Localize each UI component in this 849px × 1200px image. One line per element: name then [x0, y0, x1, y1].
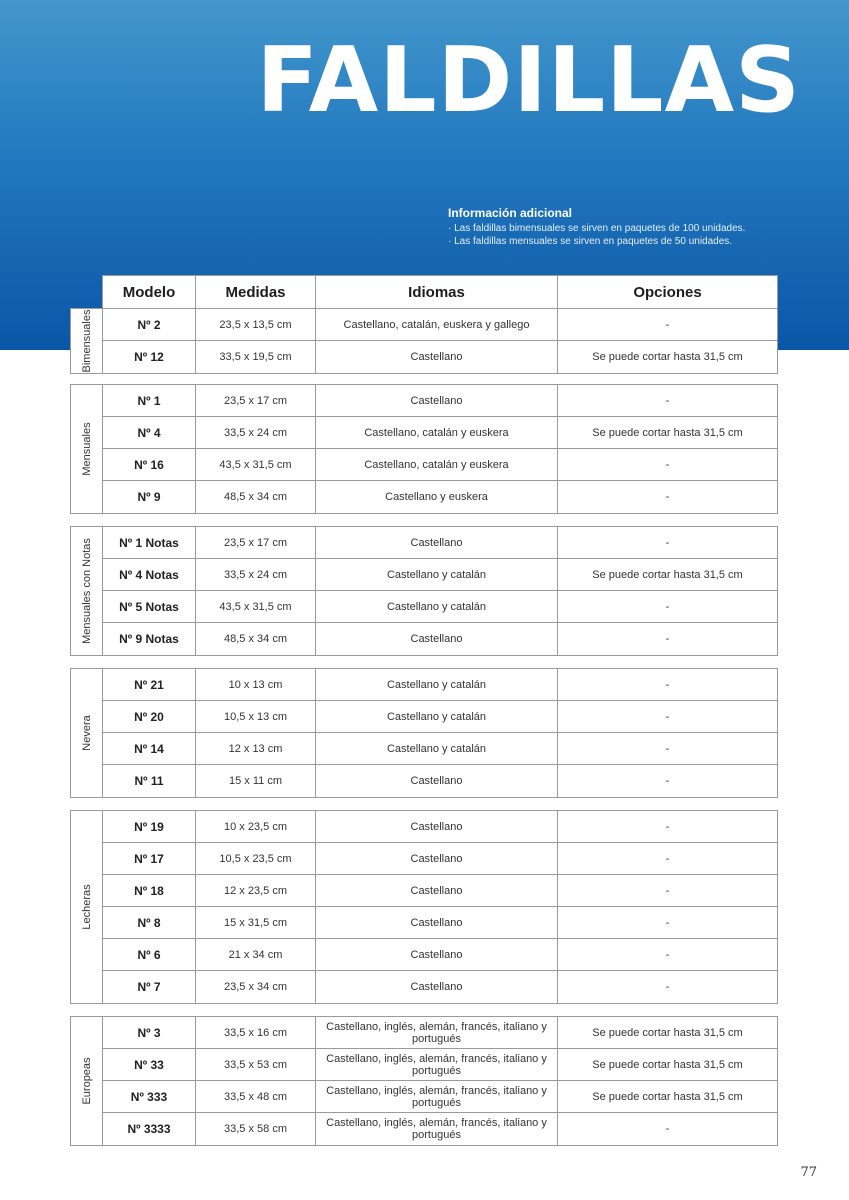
options-cell: - — [665, 981, 670, 993]
size-cell: 43,5 x 31,5 cm — [196, 591, 316, 622]
table-row — [103, 481, 777, 513]
table-group — [70, 526, 778, 656]
page-number: 77 — [800, 1165, 817, 1180]
model-cell: Nº 1 — [103, 385, 196, 416]
languages-cell: Castellano, inglés, alemán, francés, italiano y portugués — [316, 1049, 558, 1080]
table-row — [103, 907, 777, 939]
languages-cell: Castellano y catalán — [316, 669, 558, 700]
table-row — [103, 669, 777, 701]
table-row — [103, 385, 777, 417]
table-row — [103, 875, 777, 907]
additional-info-title: Información adicional — [448, 206, 573, 220]
languages-cell: Castellano — [316, 971, 558, 1003]
table-row — [103, 701, 777, 733]
options-cell: - — [665, 742, 670, 755]
table-row — [103, 559, 777, 591]
languages-cell: Castellano, inglés, alemán, francés, italiano y portugués — [316, 1081, 558, 1112]
group-rows — [103, 669, 777, 797]
languages-cell: Castellano — [316, 907, 558, 938]
size-cell: 23,5 x 17 cm — [196, 527, 316, 558]
size-cell: 23,5 x 17 cm — [196, 385, 316, 416]
table-row — [103, 591, 777, 623]
model-cell: Nº 2 — [103, 309, 196, 340]
options-cell: - — [665, 852, 670, 865]
column-header-modelo: Modelo — [103, 276, 196, 308]
options-cell: - — [665, 1123, 670, 1135]
languages-cell: Castellano y catalán — [316, 591, 558, 622]
languages-cell: Castellano y euskera — [316, 481, 558, 513]
model-cell: Nº 18 — [103, 875, 196, 906]
table-row — [103, 309, 777, 341]
group-label — [71, 527, 103, 655]
size-cell: 10 x 13 cm — [196, 669, 316, 700]
options-cell: - — [665, 916, 670, 929]
languages-cell: Castellano y catalán — [316, 733, 558, 764]
group-label — [71, 385, 103, 513]
languages-cell: Castellano — [316, 939, 558, 970]
options-cell: - — [665, 394, 670, 407]
group-label-text: Lecheras — [80, 884, 93, 930]
table-group — [70, 810, 778, 1004]
size-cell: 21 x 34 cm — [196, 939, 316, 970]
size-cell: 12 x 13 cm — [196, 733, 316, 764]
options-cell: - — [665, 820, 670, 833]
model-cell: Nº 20 — [103, 701, 196, 732]
size-cell: 33,5 x 24 cm — [196, 559, 316, 590]
model-cell: Nº 17 — [103, 843, 196, 874]
languages-cell: Castellano — [316, 527, 558, 558]
size-cell: 12 x 23,5 cm — [196, 875, 316, 906]
size-cell: 33,5 x 24 cm — [196, 417, 316, 448]
model-cell: Nº 3333 — [103, 1113, 196, 1145]
languages-cell: Castellano — [316, 623, 558, 655]
page-title: FALDILLAS — [256, 28, 801, 133]
size-cell: 33,5 x 19,5 cm — [196, 341, 316, 373]
model-cell: Nº 4 Notas — [103, 559, 196, 590]
model-cell: Nº 6 — [103, 939, 196, 970]
languages-cell: Castellano — [316, 385, 558, 416]
table-row — [103, 1049, 777, 1081]
model-cell: Nº 11 — [103, 765, 196, 797]
languages-cell: Castellano — [316, 843, 558, 874]
options-cell: - — [665, 710, 670, 723]
languages-cell: Castellano, inglés, alemán, francés, italiano y portugués — [316, 1113, 558, 1145]
group-label — [71, 811, 103, 1003]
table-row — [103, 1081, 777, 1113]
options-cell: Se puede cortar hasta 31,5 cm — [592, 351, 743, 363]
languages-cell: Castellano — [316, 341, 558, 373]
model-cell: Nº 14 — [103, 733, 196, 764]
options-cell: - — [665, 884, 670, 897]
size-cell: 33,5 x 48 cm — [196, 1081, 316, 1112]
model-cell: Nº 333 — [103, 1081, 196, 1112]
additional-info-line: · Las faldillas mensuales se sirven en paquetes de 50 unidades. — [448, 236, 733, 247]
size-cell: 23,5 x 13,5 cm — [196, 309, 316, 340]
table-row — [103, 733, 777, 765]
model-cell: Nº 7 — [103, 971, 196, 1003]
model-cell: Nº 12 — [103, 341, 196, 373]
options-cell: Se puede cortar hasta 31,5 cm — [592, 568, 743, 581]
languages-cell: Castellano, inglés, alemán, francés, italiano y portugués — [316, 1017, 558, 1048]
options-cell: - — [665, 318, 670, 331]
model-cell: Nº 4 — [103, 417, 196, 448]
additional-info — [448, 206, 745, 248]
table-group — [70, 1016, 778, 1146]
size-cell: 48,5 x 34 cm — [196, 623, 316, 655]
group-label — [71, 1017, 103, 1145]
model-cell: Nº 3 — [103, 1017, 196, 1048]
group-label — [71, 309, 103, 373]
size-cell: 15 x 31,5 cm — [196, 907, 316, 938]
languages-cell: Castellano, catalán y euskera — [316, 449, 558, 480]
languages-cell: Castellano y catalán — [316, 701, 558, 732]
column-header-medidas: Medidas — [196, 276, 316, 308]
table-row — [103, 939, 777, 971]
table-row — [103, 1113, 777, 1145]
table-row — [103, 843, 777, 875]
model-cell: Nº 21 — [103, 669, 196, 700]
size-cell: 23,5 x 34 cm — [196, 971, 316, 1003]
options-cell: - — [665, 600, 670, 613]
size-cell: 10 x 23,5 cm — [196, 811, 316, 842]
size-cell: 10,5 x 23,5 cm — [196, 843, 316, 874]
column-header-opciones: Opciones — [633, 283, 702, 301]
options-cell: - — [665, 948, 670, 961]
options-cell: - — [665, 491, 670, 503]
languages-cell: Castellano — [316, 875, 558, 906]
model-cell: Nº 33 — [103, 1049, 196, 1080]
model-cell: Nº 16 — [103, 449, 196, 480]
group-rows — [103, 309, 777, 373]
table-row — [103, 811, 777, 843]
model-cell: Nº 8 — [103, 907, 196, 938]
group-rows — [103, 811, 777, 1003]
table-group — [70, 384, 778, 514]
options-cell: - — [665, 458, 670, 471]
table-row — [103, 341, 777, 373]
options-cell: Se puede cortar hasta 31,5 cm — [592, 1026, 743, 1039]
options-cell: - — [665, 633, 670, 645]
options-cell: Se puede cortar hasta 31,5 cm — [592, 1058, 743, 1071]
size-cell: 33,5 x 53 cm — [196, 1049, 316, 1080]
group-label — [71, 669, 103, 797]
languages-cell: Castellano — [316, 811, 558, 842]
table-row — [103, 417, 777, 449]
group-label-text: Nevera — [80, 715, 93, 751]
options-cell: Se puede cortar hasta 31,5 cm — [592, 426, 743, 439]
table-row — [103, 527, 777, 559]
group-label-text: Bimensuales — [80, 309, 93, 373]
languages-cell: Castellano — [316, 765, 558, 797]
model-cell: Nº 19 — [103, 811, 196, 842]
group-label-text: Mensuales — [80, 422, 93, 476]
size-cell: 15 x 11 cm — [196, 765, 316, 797]
group-label-text: Mensuales con Notas — [80, 538, 93, 644]
group-rows — [103, 1017, 777, 1145]
size-cell: 43,5 x 31,5 cm — [196, 449, 316, 480]
table-header — [102, 275, 778, 308]
column-header-idiomas: Idiomas — [316, 276, 558, 308]
additional-info-line: · Las faldillas bimensuales se sirven en paquetes de 100 unidades. — [448, 223, 746, 234]
table-row — [103, 765, 777, 797]
options-cell: - — [665, 775, 670, 787]
options-cell: - — [665, 678, 670, 691]
model-cell: Nº 9 — [103, 481, 196, 513]
table-row — [103, 623, 777, 655]
table-row — [103, 1017, 777, 1049]
size-cell: 33,5 x 16 cm — [196, 1017, 316, 1048]
options-cell: - — [665, 536, 670, 549]
group-label-text: Europeas — [80, 1057, 93, 1105]
table-row — [103, 971, 777, 1003]
languages-cell: Castellano, catalán y euskera — [316, 417, 558, 448]
group-rows — [103, 385, 777, 513]
group-rows — [103, 527, 777, 655]
languages-cell: Castellano, catalán, euskera y gallego — [316, 309, 558, 340]
size-cell: 10,5 x 13 cm — [196, 701, 316, 732]
table-group — [70, 308, 778, 374]
languages-cell: Castellano y catalán — [316, 559, 558, 590]
table-group — [70, 668, 778, 798]
model-cell: Nº 9 Notas — [103, 623, 196, 655]
model-cell: Nº 1 Notas — [103, 527, 196, 558]
size-cell: 33,5 x 58 cm — [196, 1113, 316, 1145]
options-cell: Se puede cortar hasta 31,5 cm — [592, 1090, 743, 1103]
table-row — [103, 449, 777, 481]
size-cell: 48,5 x 34 cm — [196, 481, 316, 513]
model-cell: Nº 5 Notas — [103, 591, 196, 622]
